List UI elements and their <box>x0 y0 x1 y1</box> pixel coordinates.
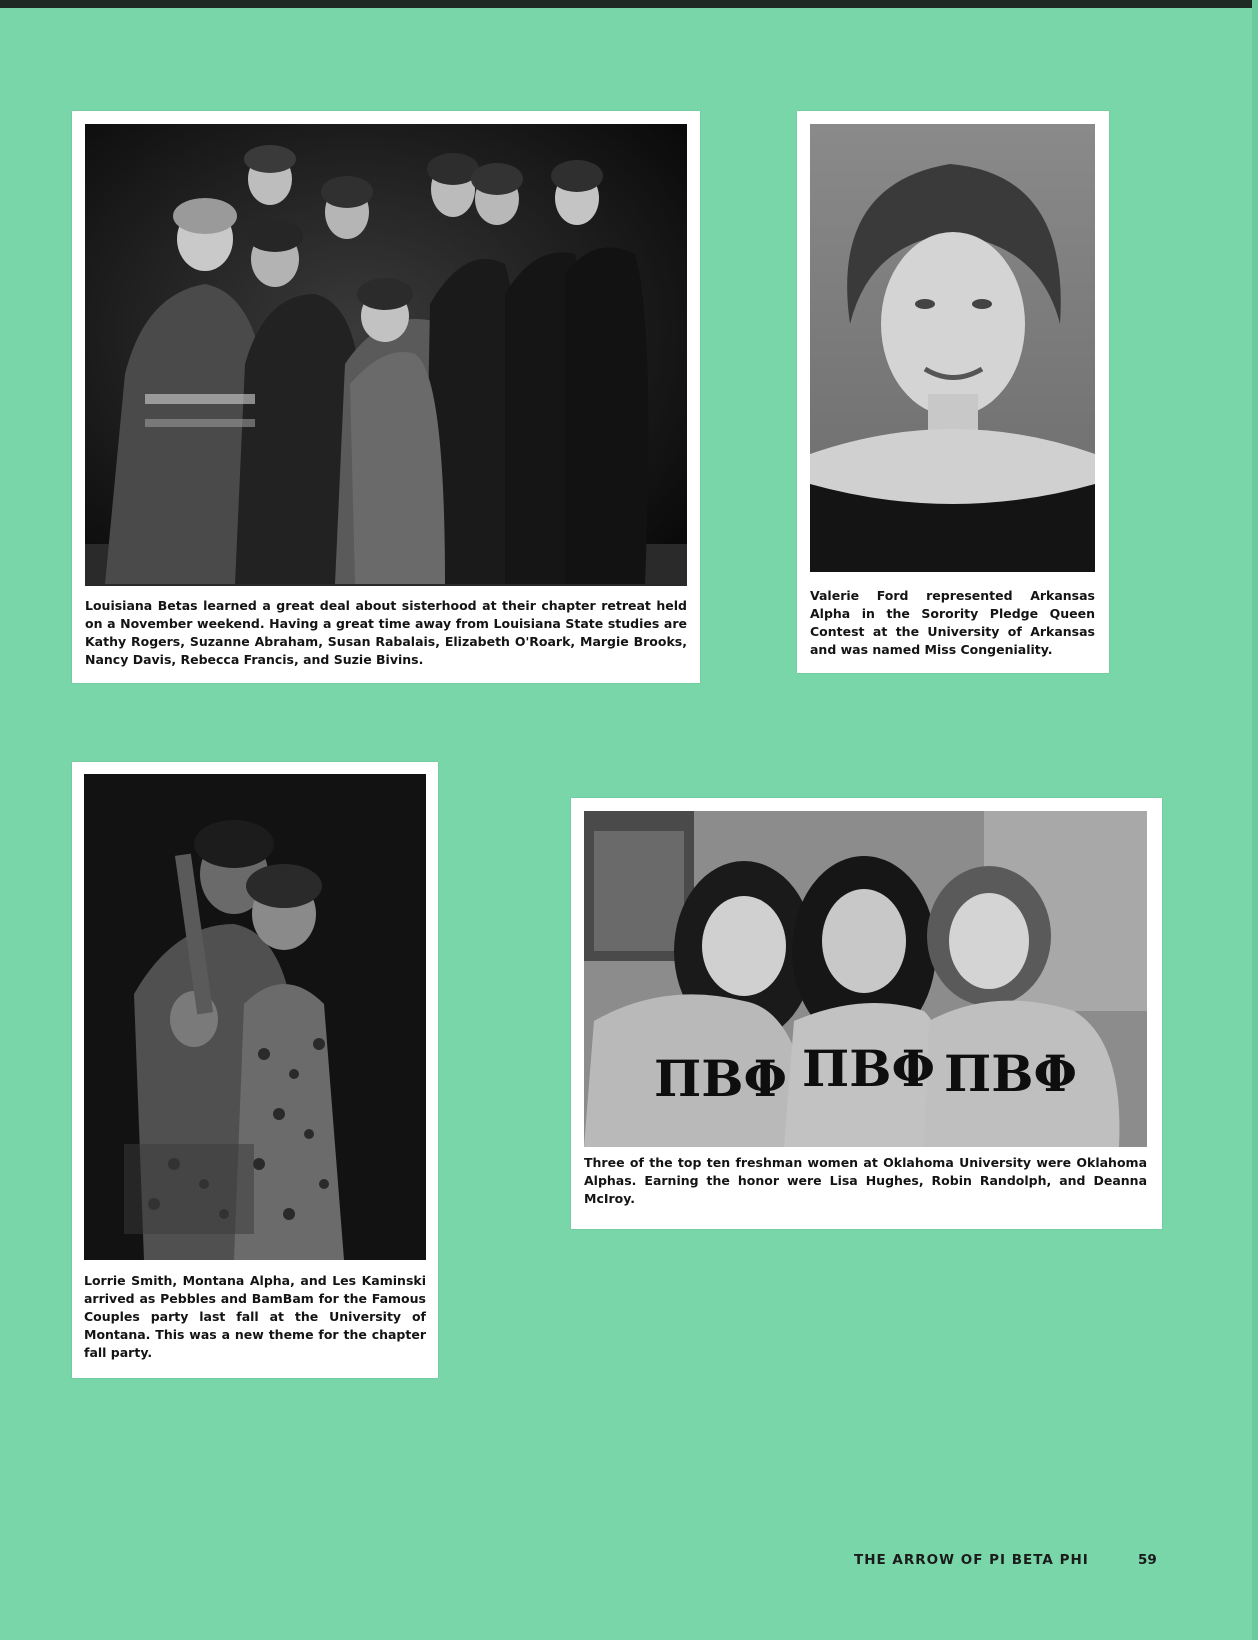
pebbles-bambam-photo <box>84 774 426 1260</box>
sweatshirt-letters-middle: ΠΒΦ <box>802 1039 936 1098</box>
montana-photo-card <box>72 762 438 1378</box>
louisiana-group-photo <box>85 124 687 586</box>
sweatshirt-letters-left: ΠΒΦ <box>654 1049 788 1108</box>
oklahoma-alphas-photo <box>584 811 1147 1147</box>
page-number: 59 <box>1138 1552 1157 1568</box>
oklahoma-photo-card <box>571 798 1162 1229</box>
valerie-ford-portrait <box>810 124 1095 572</box>
publication-footer: THE ARROW OF PI BETA PHI <box>854 1552 1089 1568</box>
montana-caption: Lorrie Smith, Montana Alpha, and Les Kaminski arrived as Pebbles and BamBam for the Famous Couples party last fall at the University of Montana. This was a new theme for the chapter fall party. <box>84 1273 426 1360</box>
sweatshirt-letters-right: ΠΒΦ <box>944 1044 1078 1103</box>
louisiana-photo-card <box>72 111 700 683</box>
arkansas-photo-card <box>797 111 1109 673</box>
louisiana-caption: Louisiana Betas learned a great deal about sisterhood at their chapter retreat held on a November weekend. Having a great time away from Louisiana State studies are Kathy Rogers, Suzanne Abraham, Susan Rabalais, Elizabeth O'Roark, Margie Brooks, Nancy Davis, Rebecca Francis, and Suzie Bivins. <box>85 598 687 667</box>
scan-top-edge <box>0 0 1258 8</box>
arkansas-caption: Valerie Ford represented Arkansas Alpha in the Sorority Pledge Queen Contest at the University of Arkansas and was named Miss Congeniality. <box>810 588 1095 657</box>
scan-right-edge <box>1252 0 1258 1640</box>
oklahoma-caption: Three of the top ten freshman women at Oklahoma University were Oklahoma Alphas. Earning the honor were Lisa Hughes, Robin Randolph, and Deanna McIroy. <box>584 1155 1147 1206</box>
